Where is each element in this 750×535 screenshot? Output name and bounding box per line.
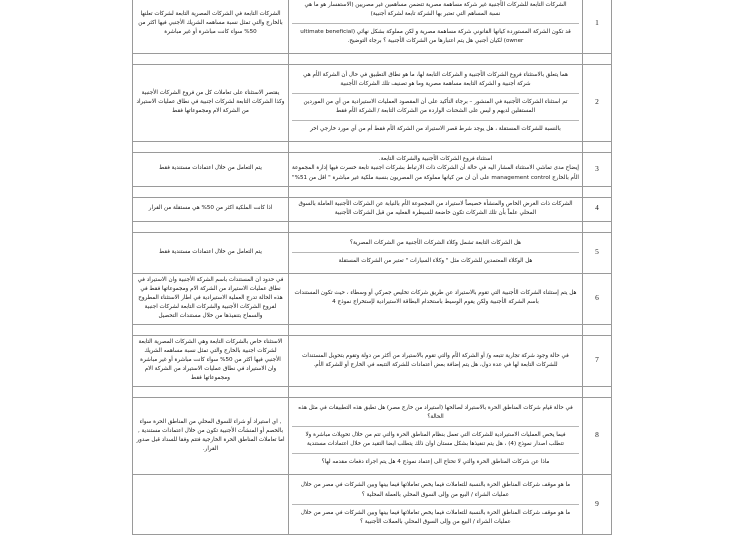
table-row: [133, 197, 612, 221]
question-cell: [289, 153, 583, 186]
question-item: هل الوكلاء المعتمدين للشركات مثل " وكلاء السيارات " تعتبر من الشركات المستقلة: [338, 257, 533, 264]
row-number: 2: [583, 65, 612, 142]
question-cell: [289, 398, 583, 475]
row-number: 3: [583, 153, 612, 186]
question-list: [292, 400, 579, 471]
notes-cell: [133, 475, 289, 534]
separator-bar: [289, 221, 583, 232]
row-separator: [133, 142, 612, 153]
question-item: قد تكون الشركة المستوردة كيانها القانوني شركة مساهمة مصرية و لكن مملوكة بشكل نهائي (ultimate beneficial owner) لكيان أجنبي هل يتم اعتبارها من الشركات الأجنبية ؟ برجاء التوضيح.: [300, 29, 571, 45]
question-cell: في حالة وجود شركة تجارية تتبعه و/ أو الشركة الأم والتي تقوم بالاستيراد من أكثر من دولة وتقوم بتحويل المستندات للشركات التابعة لها في عدة دول، هل يتم إضافة بعض أعتمادات للشركة التتبعه في الخارج أو للشركة الأم.: [289, 335, 583, 386]
question-item: في حالة قيام شركات المناطق الحرة بالاستيراد لصالحها (استيراد من خارج مصر) هل تطبق هذه التطبيقات في مثل هذه الحالة؟: [292, 400, 579, 427]
separator-bar: [289, 142, 583, 153]
notes-cell: يتم التعامل من خلال اعتمادات مستندية فقط: [133, 232, 289, 273]
question-item: ماذا عن شركات المناطق الحرة والتي لا تحتاج الى إعتماد نموذج 4 هل يتم اجراء دفعات مقدمه لها؟: [321, 459, 550, 466]
notes-cell: اذا كانت الملكية اكثر من 50% هي مستقلة من القرار: [133, 197, 289, 221]
row-number: 9: [583, 475, 612, 534]
separator-bar: [289, 54, 583, 65]
row-separator: [133, 324, 612, 335]
row-number: 8: [583, 398, 612, 475]
notes-cell: في حدود ان المستندات باسم الشركة الأجنبية وان الاستيراد في نطاق عمليات الاستيراد من الشركة الام ومجموعاتها فقط في هذه الحالة تدرج العملية الاستيرادية في اطار الاستثناء المطروح لفروع الشركات الأجنبية والشركات التابعة لشركات اجنبية والسماح بتنفيذها من خلال مستندات التحصيل: [133, 273, 289, 324]
separator-bar: [133, 221, 289, 232]
separator-bar: [583, 387, 612, 398]
separator-bar: [583, 186, 612, 197]
question-item: إيضاح مدى تماشي الاستثناء المشار اليه في حالة أن الشركات ذات الارتباط بشركات اجنبية تابعة خسرت فيها إدارة المجموعة الأم بالخارج management control على أن ان من كيانها مملوكة من المصريون بنسبة ملكية غير مباشرة " اقل من 51%": [292, 165, 579, 181]
separator-bar: [289, 324, 583, 335]
question-item: فيما يخص العمليات الاستيرادية للشركات التي تعمل بنظام المناطق الحرة والتي تتم من خلال تحويلات مباشرة ولا تتطلب اصدار نموذج (4) ، هل يتم تنفيذها بشكل مستان اوان ذلك يتطلب ايضا التقيد من خلال اعتمادات مستندية: [292, 427, 579, 454]
separator-bar: [583, 221, 612, 232]
row-separator: [133, 221, 612, 232]
question-list: [292, 67, 579, 138]
question-item: ما هو موقف شركات المناطق الحرة بالنسبة للتعاملات فيما يخص تعاملاتها فيما بينها وبين الشركات في مصر من خلال عمليات الشراء / البيع من وإلى السوق المحلي بالعملة المحلية ؟: [292, 477, 579, 504]
table-row: [133, 273, 612, 324]
row-number: 5: [583, 232, 612, 273]
separator-bar: [133, 186, 289, 197]
question-list: [292, 477, 579, 530]
separator-bar: [133, 387, 289, 398]
row-separator: [133, 54, 612, 65]
question-item: الشركات التابعة للشركات الأجنبية غير شركة مساهمة مصرية تتضمن مساهمين غير مصريين (الاستفسار هو ما هي نسبة المساهم التي تعتبر بها الشركة تابعة لشركة أجنبية): [292, 0, 579, 24]
separator-bar: [133, 142, 289, 153]
table-row: [133, 335, 612, 386]
notes-cell: الشركات التابعة في الشركات المصرية التابعة لشركات تعلنها بالخارج والتي تمثل نسبة مساهمه الشريك الأجنبي فيها اكثر من 50% سواء كانت مباشرة أو غير مباشرة: [133, 0, 289, 54]
row-number: 6: [583, 273, 612, 324]
question-item: هل الشركات التابعة تشمل وكلاء الشركات الأجنبية من الشركات المصرية؟: [292, 235, 579, 253]
separator-bar: [133, 54, 289, 65]
notes-cell: , اي استيراد أو شراء للسوق المحلي من المناطق الحرة سواء بالخصم أو المنشآت الأجنبية تكون من خلال اعتمادات مستندية , اما تعاملات المناطق الحرة الخارجية فتتم وفقا للسداد قبل صدور القرار.: [133, 398, 289, 475]
separator-bar: [583, 54, 612, 65]
question-cell: [289, 65, 583, 142]
separator-bar: [583, 142, 612, 153]
row-number: 7: [583, 335, 612, 386]
table-row: [133, 153, 612, 186]
row-separator: [133, 186, 612, 197]
notes-cell: يتم التعامل من خلال اعتمادات مستندية فقط: [133, 153, 289, 186]
question-cell: [289, 232, 583, 273]
question-item: ما هو موقف شركات المناطق الحرة بالنسبة للتعاملات فيما يخص تعاملاتها فيما بينها وبين الشركات في مصر من خلال عمليات الشراء / البيع من وإلى السوق المحلي بالعملات الأجنبية ؟: [300, 509, 571, 525]
separator-bar: [289, 387, 583, 398]
table-row: [133, 0, 612, 54]
table-row: [133, 398, 612, 475]
row-number: 1: [583, 0, 612, 54]
questionnaire-table: [132, 0, 612, 535]
question-item: هما يتعلق بالاستثناء فروع الشركات الأجنبية و الشركات التابعة لها، ما هو نطاق التطبيق في حال أن الشركة الأم هي شركة أجنبية و الشركة التابعة مساهمة مصرية وما هو تصنيف تلك الشركات الأجنبية: [292, 67, 579, 94]
notes-cell: الاستثناء خاص بالشركات التابعة وهي الشركات المصرية التابعة لشركات اجنبية بالخارج والتي تمثل نسبة مساهمه الشريك الأجنبي فيها اكثر من 50% سواء كانت مباشرة أو غير مباشرة وان الاستيراد في نطاق عمليات الاستيراد من الشركة الام ومجموعاتها فقط: [133, 335, 289, 386]
question-cell: الشركات ذات الغرض الخاص والمنشأة خصيصاً لاستيراد من المجموعة الأم بالنيابة عن الشركات الأجنبية العاملة بالسوق المحلي علماً بأن تلك الشركات تكون خاضعة للسيطرة الفعليه من قبل الشركات الأجنبية: [289, 197, 583, 221]
separator-bar: [289, 186, 583, 197]
question-cell: هل يتم إستثناء الشركات الأجنبية التي تقوم بالاستيراد عن طريق شركات تخليص جمركي أو وسطاء ، حيث تكون المستندات باسم الشركة الأجنبية ولكن يقوم الوسيط باستخدام البطاقة الاستيرادية لإستخراج نموذج 4: [289, 273, 583, 324]
notes-cell: يقتصر الاستثناء على تعاملات كل من فروع الشركات الأجنبية وكذا الشركات التابعة لشركات اجنبية في نطاق عمليات الاستيراد من الشركة الام ومجموعاتها فقط: [133, 65, 289, 142]
row-number: 4: [583, 197, 612, 221]
question-list: [292, 0, 579, 50]
table-row: [133, 232, 612, 273]
question-item: استثناء فروع الشركات الأجنبية والشركات التابعة.: [378, 156, 493, 163]
table-row: [133, 65, 612, 142]
question-item: بالنسبة للشركات المستقلة ، هل يوجد شرط قصر الاستيراد من الشركة الأم فقط أم من أي مورد خارجي اخر: [310, 126, 561, 133]
table-row: [133, 475, 612, 534]
separator-bar: [133, 324, 289, 335]
separator-bar: [583, 324, 612, 335]
row-separator: [133, 387, 612, 398]
question-cell: [289, 475, 583, 534]
table-body: [133, 0, 612, 534]
question-cell: [289, 0, 583, 54]
question-item: تم استثناء الشركات الأجنبية في المنشور – برجاء التأكيد على أن المقصود العمليات الاستيرادية من أي من الموردين المستقلين لديهم و ليس على الشحنات الواردة من الشركات التابعة / الشركة الأم فقط: [292, 94, 579, 121]
question-list: [292, 235, 579, 270]
